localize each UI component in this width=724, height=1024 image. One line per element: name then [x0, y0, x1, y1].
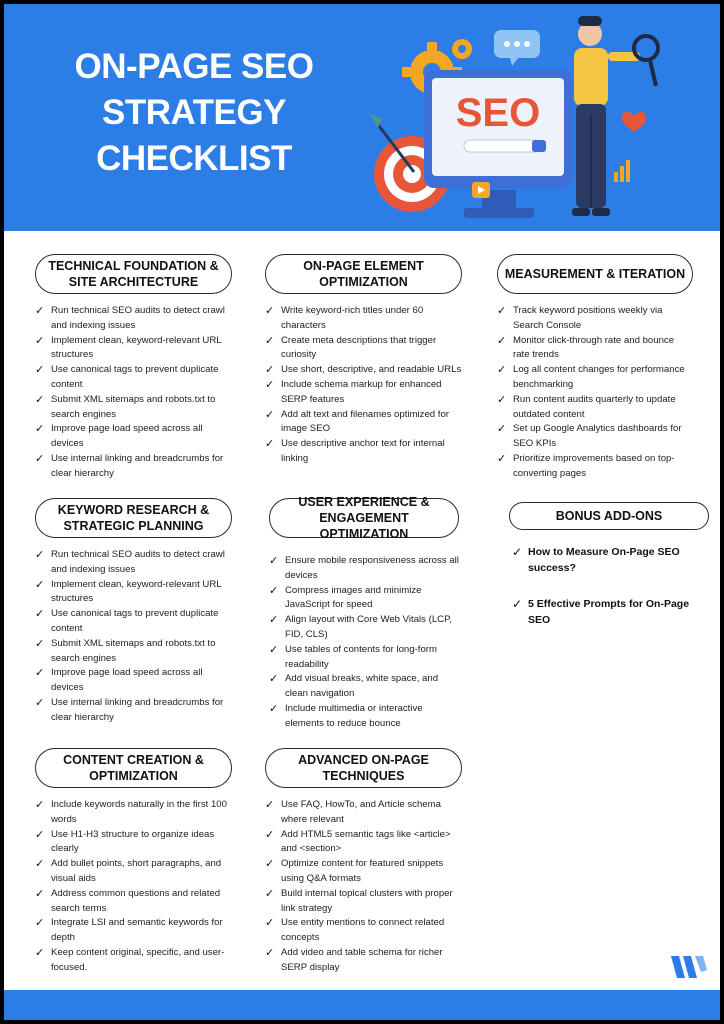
list-item: ✓ Improve page load speed across all devices — [35, 423, 203, 450]
magnifier-icon — [634, 36, 658, 86]
list-item: ✓ Use internal linking and breadcrumbs for clear hierarchy — [35, 696, 224, 723]
list-item: ✓ Submit XML sitemaps and robots.txt to search engines — [35, 637, 216, 664]
check-icon: ✓ — [497, 423, 507, 436]
section-heading: KEYWORD RESEARCH & STRATEGIC PLANNING — [35, 498, 232, 538]
section-on-page-element — [265, 254, 462, 467]
list-item: ✓ Use H1-H3 structure to organize ideas clearly — [35, 828, 215, 855]
check-icon: ✓ — [35, 946, 45, 959]
check-icon: ✓ — [497, 393, 507, 406]
check-icon: ✓ — [265, 917, 275, 930]
check-icon: ✓ — [269, 673, 279, 686]
checklist — [269, 554, 459, 732]
check-icon: ✓ — [35, 887, 45, 900]
list-item: ✓ Implement clean, keyword-relevant URL structures — [35, 578, 222, 605]
check-icon: ✓ — [269, 643, 279, 656]
list-item: ✓ Align layout with Core Web Vitals (LCP, FID, CLS) — [269, 614, 452, 640]
check-icon: ✓ — [35, 393, 45, 406]
checklist — [265, 798, 462, 976]
section-heading: BONUS ADD-ONS — [509, 502, 709, 530]
list-item: ✓ Implement clean, keyword-relevant URL structures — [35, 334, 222, 361]
section-keyword-research — [35, 498, 232, 726]
list-item: ✓ Write keyword-rich titles under 60 characters — [265, 305, 424, 331]
list-item: ✓ Use FAQ, HowTo, and Article schema where relevant — [265, 799, 441, 825]
list-item: ✓ Use descriptive anchor text for internal linking — [265, 438, 445, 464]
list-item: ✓ Add video and table schema for richer SERP display — [265, 946, 443, 973]
section-heading: CONTENT CREATION & OPTIMIZATION — [35, 748, 232, 788]
list-item: ✓ Use entity mentions to connect related concepts — [265, 917, 445, 944]
list-item: ✓ Run technical SEO audits to detect crawl and indexing issues — [35, 305, 225, 331]
section-heading: MEASUREMENT & ITERATION — [497, 254, 693, 294]
list-item: ✓ Include keywords naturally in the first 100 words — [35, 799, 227, 825]
check-icon: ✓ — [497, 305, 507, 317]
bonus-list — [512, 544, 709, 628]
list-item: ✓ Use canonical tags to prevent duplicate content — [35, 364, 219, 390]
check-icon: ✓ — [35, 578, 45, 591]
monitor-icon — [424, 70, 572, 218]
check-icon: ✓ — [35, 452, 45, 465]
list-item: ✓ Track keyword positions weekly via Search Console — [497, 305, 663, 331]
checklist-page — [4, 4, 720, 1020]
check-icon: ✓ — [35, 917, 45, 930]
checklist — [35, 304, 232, 482]
list-item: ✓ Prioritize improvements based on top-converting pages — [497, 452, 675, 479]
section-user-experience — [269, 495, 459, 732]
list-item: ✓ Log all content changes for performance benchmarking — [497, 364, 685, 390]
bonus-item[interactable]: ✓ 5 Effective Prompts for On-Page SEO — [512, 597, 690, 626]
check-icon: ✓ — [265, 378, 275, 391]
check-icon: ✓ — [35, 608, 45, 621]
list-item: ✓ Use canonical tags to prevent duplicate content — [35, 608, 219, 634]
list-item: ✓ Submit XML sitemaps and robots.txt to search engines — [35, 393, 216, 420]
section-content-creation — [35, 748, 232, 976]
list-item: ✓ Use internal linking and breadcrumbs for clear hierarchy — [35, 452, 224, 479]
section-heading: TECHNICAL FOUNDATION & SITE ARCHITECTURE — [35, 254, 232, 294]
list-item: ✓ Run content audits quarterly to update outdated content — [497, 393, 676, 420]
list-item: ✓ Use short, descriptive, and readable URLs — [265, 364, 462, 377]
list-item: ✓ Address common questions and related search terms — [35, 887, 221, 914]
title-line-3: CHECKLIST — [96, 139, 292, 178]
checklist — [35, 798, 232, 976]
chat-bubble-icon — [494, 30, 540, 66]
check-icon: ✓ — [35, 828, 45, 841]
check-icon: ✓ — [497, 452, 507, 465]
title-line-2: STRATEGY — [102, 93, 286, 132]
check-icon: ✓ — [35, 423, 45, 436]
check-icon: ✓ — [265, 946, 275, 959]
check-icon: ✓ — [35, 549, 45, 561]
check-icon: ✓ — [265, 364, 275, 377]
list-item: ✓ Keep content original, specific, and user-focused. — [35, 946, 225, 973]
check-icon: ✓ — [512, 545, 523, 559]
brand-logo-icon — [669, 950, 709, 984]
check-icon: ✓ — [265, 305, 275, 317]
bonus-item[interactable]: ✓ How to Measure On-Page SEO success? — [512, 545, 680, 574]
check-icon: ✓ — [35, 637, 45, 650]
list-item: ✓ Set up Google Analytics dashboards for SEO KPIs — [497, 423, 682, 450]
list-item: ✓ Run technical SEO audits to detect crawl and indexing issues — [35, 549, 225, 575]
checklist — [265, 304, 462, 467]
check-icon: ✓ — [35, 667, 45, 680]
check-icon: ✓ — [269, 702, 279, 715]
list-item: ✓ Improve page load speed across all devices — [35, 667, 203, 694]
list-item: ✓ Add visual breaks, white space, and clean navigation — [269, 673, 439, 700]
checklist — [497, 304, 693, 482]
bar-chart-icon — [614, 160, 630, 182]
list-item: ✓ Monitor click-through rate and bounce rate trends — [497, 334, 675, 361]
section-heading: ADVANCED ON-PAGE TECHNIQUES — [265, 748, 462, 788]
check-icon: ✓ — [35, 696, 45, 709]
check-icon: ✓ — [497, 334, 507, 347]
check-icon: ✓ — [265, 408, 275, 421]
heart-icon — [622, 112, 646, 132]
check-icon: ✓ — [265, 887, 275, 900]
check-icon: ✓ — [35, 799, 45, 811]
section-heading: ON-PAGE ELEMENT OPTIMIZATION — [265, 254, 462, 294]
list-item: ✓ Compress images and minimize JavaScript for speed — [269, 584, 422, 611]
hero-banner — [4, 4, 720, 231]
section-technical-foundation — [35, 254, 232, 482]
illustration-seo-text: SEO — [455, 91, 541, 135]
check-icon: ✓ — [265, 799, 275, 811]
list-item: ✓ Add HTML5 semantic tags like <article> and <section> — [265, 828, 451, 855]
section-measurement — [497, 254, 693, 482]
list-item: ✓ Optimize content for featured snippets using Q&A formats — [265, 858, 444, 884]
list-item: ✓ Integrate LSI and semantic keywords for depth — [35, 917, 223, 944]
list-item: ✓ Create meta descriptions that trigger curiosity — [265, 334, 437, 361]
checklist — [35, 548, 232, 726]
list-item: ✓ Ensure mobile responsiveness across all devices — [269, 555, 459, 581]
list-item: ✓ Build internal topical clusters with proper link strategy — [265, 887, 453, 914]
check-icon: ✓ — [269, 614, 279, 627]
check-icon: ✓ — [497, 364, 507, 377]
seo-illustration — [364, 4, 694, 231]
page-title — [44, 44, 344, 182]
check-icon: ✓ — [265, 828, 275, 841]
footer-bar — [4, 990, 720, 1020]
check-icon: ✓ — [269, 584, 279, 597]
section-bonus-add-ons — [509, 502, 709, 648]
check-icon: ✓ — [265, 858, 275, 871]
check-icon: ✓ — [35, 364, 45, 377]
list-item: ✓ Use tables of contents for long-form readability — [269, 643, 437, 670]
check-icon: ✓ — [265, 438, 275, 451]
small-gear-icon — [452, 39, 472, 59]
list-item: ✓ Add alt text and filenames optimized for image SEO — [265, 408, 449, 435]
section-advanced-techniques — [265, 748, 462, 976]
check-icon: ✓ — [512, 597, 523, 611]
list-item: ✓ Include schema markup for enhanced SERP features — [265, 378, 442, 405]
check-icon: ✓ — [265, 334, 275, 347]
title-line-1: ON-PAGE SEO — [74, 47, 314, 86]
check-icon: ✓ — [35, 334, 45, 347]
check-icon: ✓ — [35, 858, 45, 871]
check-icon: ✓ — [269, 555, 279, 567]
section-heading: USER EXPERIENCE & ENGAGEMENT OPTIMIZATION — [269, 498, 459, 538]
list-item: ✓ Include multimedia or interactive elements to reduce bounce — [269, 702, 423, 729]
check-icon: ✓ — [35, 305, 45, 317]
list-item: ✓ Add bullet points, short paragraphs, and visual aids — [35, 858, 222, 884]
